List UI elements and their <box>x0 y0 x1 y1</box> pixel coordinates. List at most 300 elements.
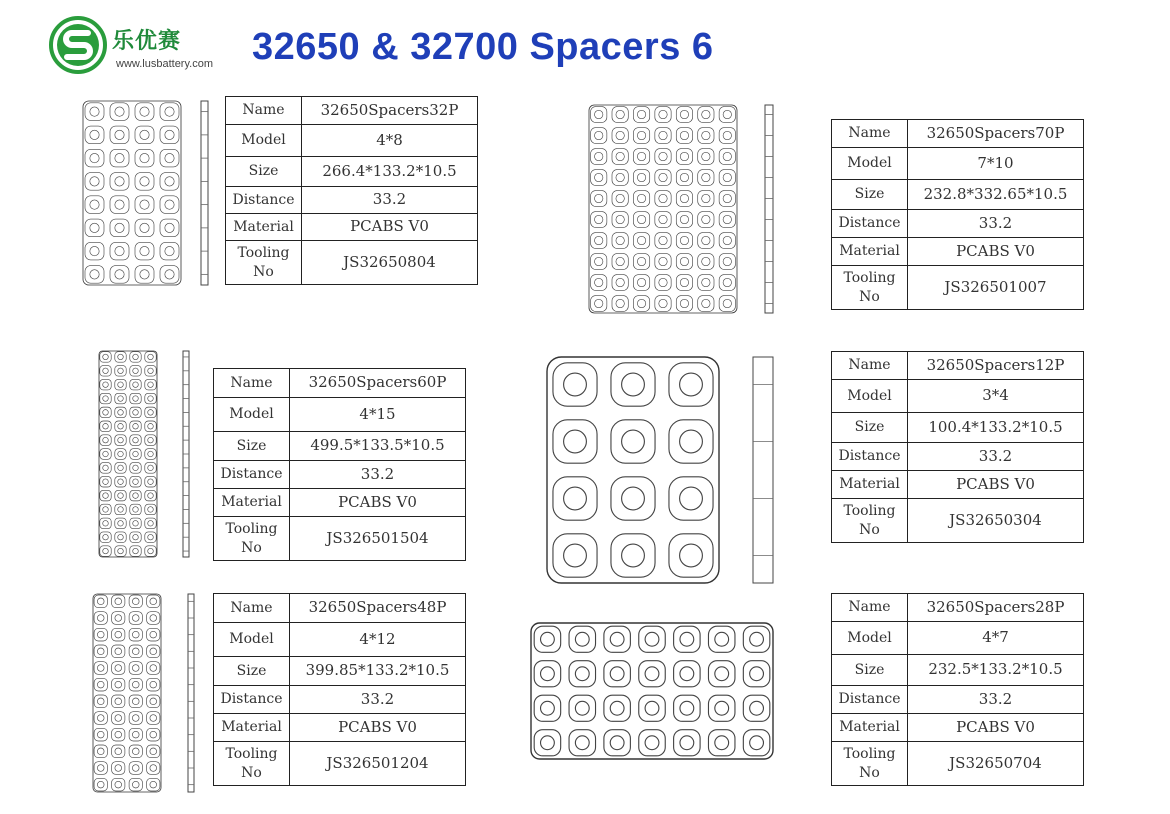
cell-frame <box>129 645 142 658</box>
cell-frame <box>698 275 714 291</box>
cell-frame <box>655 128 671 144</box>
label-material: Material <box>226 214 302 241</box>
cell-hole <box>115 200 124 209</box>
cell-hole <box>680 152 688 160</box>
cell-frame <box>676 212 692 228</box>
cell-hole <box>90 107 99 116</box>
label-tooling-line2: No <box>859 764 880 781</box>
cell-hole <box>645 632 659 646</box>
label-size: Size <box>226 157 302 187</box>
cell-frame <box>115 379 126 390</box>
cell-hole <box>140 107 149 116</box>
cell-hole <box>103 423 109 429</box>
cell-hole <box>115 270 124 279</box>
cell-hole <box>103 521 109 527</box>
cell-hole <box>680 278 688 286</box>
cell-frame <box>719 191 735 207</box>
cell-frame <box>112 728 125 741</box>
cell-frame <box>612 149 628 165</box>
cell-frame <box>129 745 142 758</box>
spacer-drawing <box>588 104 738 314</box>
label-size: Size <box>832 180 908 210</box>
cell-frame <box>604 626 630 652</box>
cell-hole <box>680 131 688 139</box>
cell-frame <box>676 296 692 312</box>
cell-hole <box>118 382 124 388</box>
cell-hole <box>723 215 731 223</box>
cell-hole <box>148 521 154 527</box>
cell-hole <box>616 152 624 160</box>
cell-hole <box>148 396 154 402</box>
cell-frame <box>94 662 107 675</box>
cell-frame <box>160 242 179 260</box>
side-outline <box>753 357 773 583</box>
cell-frame <box>591 170 607 186</box>
value-material: PCABS V0 <box>302 214 478 241</box>
cell-hole <box>115 615 122 622</box>
label-model: Model <box>214 623 290 657</box>
label-tooling <box>214 742 290 786</box>
cell-hole <box>680 257 688 265</box>
cell-frame <box>100 532 111 543</box>
cell-hole <box>103 548 109 554</box>
cell-hole <box>150 698 157 705</box>
cell-frame <box>130 490 141 501</box>
cell-hole <box>595 131 603 139</box>
cell-frame <box>100 504 111 515</box>
label-tooling-line1: Tooling <box>225 746 278 763</box>
cell-hole <box>165 177 174 186</box>
cell-hole <box>616 110 624 118</box>
cell-hole <box>680 632 694 646</box>
label-tooling <box>226 241 302 285</box>
cell-hole <box>97 598 104 605</box>
cell-hole <box>680 215 688 223</box>
cell-frame <box>611 477 655 520</box>
cell-hole <box>133 437 139 443</box>
spacer-side-view <box>764 104 774 314</box>
cell-hole <box>637 215 645 223</box>
cell-frame <box>100 379 111 390</box>
value-size: 266.4*133.2*10.5 <box>302 157 478 187</box>
cell-frame <box>115 449 126 460</box>
cell-hole <box>702 278 710 286</box>
cell-frame <box>147 778 160 791</box>
value-material: PCABS V0 <box>908 471 1084 499</box>
cell-hole <box>595 257 603 265</box>
label-distance: Distance <box>832 210 908 238</box>
cell-frame <box>534 730 560 756</box>
cell-hole <box>140 246 149 255</box>
cell-hole <box>723 236 731 244</box>
cell-frame <box>698 212 714 228</box>
cell-hole <box>140 223 149 232</box>
cell-hole <box>165 270 174 279</box>
cell-hole <box>150 665 157 672</box>
cell-hole <box>133 382 139 388</box>
cell-frame <box>110 126 129 144</box>
cell-frame <box>674 661 700 687</box>
cell-frame <box>612 128 628 144</box>
value-tooling: JS326501007 <box>908 266 1084 310</box>
cell-hole <box>133 534 139 540</box>
value-tooling: JS32650304 <box>908 499 1084 543</box>
spacer-drawing <box>98 350 158 558</box>
cell-frame <box>553 363 597 406</box>
value-name: 32650Spacers32P <box>302 97 478 125</box>
cell-hole <box>132 731 139 738</box>
cell-frame <box>94 595 107 608</box>
cell-frame <box>698 191 714 207</box>
value-size: 232.5*133.2*10.5 <box>908 655 1084 686</box>
cell-frame <box>604 730 630 756</box>
cell-hole <box>103 465 109 471</box>
label-tooling-line1: Tooling <box>237 245 290 262</box>
label-model: Model <box>832 622 908 655</box>
cell-frame <box>130 546 141 557</box>
cell-hole <box>150 648 157 655</box>
cell-frame <box>145 352 156 363</box>
cell-hole <box>622 430 645 453</box>
cell-frame <box>633 149 649 165</box>
cell-frame <box>145 463 156 474</box>
cell-frame <box>698 107 714 123</box>
cell-hole <box>97 781 104 788</box>
cell-frame <box>569 661 595 687</box>
spec-table-12p <box>831 351 1084 543</box>
cell-frame <box>115 435 126 446</box>
cell-hole <box>723 257 731 265</box>
value-name: 32650Spacers28P <box>908 594 1084 622</box>
cell-frame <box>112 595 125 608</box>
cell-hole <box>97 715 104 722</box>
cell-frame <box>719 254 735 270</box>
cell-frame <box>85 126 104 144</box>
cell-hole <box>133 410 139 416</box>
value-size: 100.4*133.2*10.5 <box>908 413 1084 443</box>
cell-frame <box>639 695 665 721</box>
cell-frame <box>719 275 735 291</box>
cell-hole <box>659 194 667 202</box>
cell-frame <box>100 449 111 460</box>
cell-hole <box>659 173 667 181</box>
cell-hole <box>645 736 659 750</box>
cell-hole <box>659 278 667 286</box>
cell-hole <box>680 701 694 715</box>
cell-frame <box>655 275 671 291</box>
cell-hole <box>616 194 624 202</box>
cell-frame <box>100 476 111 487</box>
spec-table-60p <box>213 368 466 561</box>
label-material: Material <box>832 471 908 499</box>
value-tooling: JS326501204 <box>290 742 466 786</box>
cell-frame <box>145 504 156 515</box>
cell-frame <box>553 420 597 463</box>
cell-frame <box>112 662 125 675</box>
cell-frame <box>100 393 111 404</box>
value-model: 4*8 <box>302 125 478 157</box>
cell-frame <box>94 612 107 625</box>
cell-hole <box>103 451 109 457</box>
cell-frame <box>115 407 126 418</box>
cell-frame <box>669 477 713 520</box>
cell-frame <box>160 196 179 214</box>
cell-hole <box>133 368 139 374</box>
cell-frame <box>145 518 156 529</box>
cell-frame <box>633 254 649 270</box>
value-model: 7*10 <box>908 148 1084 180</box>
cell-hole <box>165 130 174 139</box>
cell-frame <box>633 107 649 123</box>
cell-hole <box>564 430 587 453</box>
cell-frame <box>115 393 126 404</box>
label-model: Model <box>226 125 302 157</box>
cell-frame <box>85 242 104 260</box>
cell-frame <box>655 170 671 186</box>
cell-hole <box>150 731 157 738</box>
cell-frame <box>130 352 141 363</box>
cell-frame <box>85 219 104 237</box>
cell-frame <box>698 128 714 144</box>
cell-hole <box>132 615 139 622</box>
cell-hole <box>148 437 154 443</box>
cell-hole <box>750 736 764 750</box>
cell-frame <box>708 626 734 652</box>
cell-hole <box>132 698 139 705</box>
cell-frame <box>85 173 104 191</box>
cell-frame <box>612 170 628 186</box>
cell-frame <box>129 595 142 608</box>
value-model: 3*4 <box>908 380 1084 413</box>
cell-frame <box>129 728 142 741</box>
cell-hole <box>150 598 157 605</box>
cell-frame <box>130 435 141 446</box>
cell-frame <box>591 296 607 312</box>
label-tooling-line2: No <box>241 539 262 556</box>
cell-hole <box>132 715 139 722</box>
cell-hole <box>133 507 139 513</box>
cell-frame <box>604 661 630 687</box>
cell-frame <box>100 421 111 432</box>
value-distance: 33.2 <box>290 461 466 489</box>
brand-name: 乐优赛 <box>112 29 182 54</box>
value-name: 32650Spacers12P <box>908 352 1084 380</box>
spacer-side-view <box>200 100 209 286</box>
cell-hole <box>132 765 139 772</box>
cell-hole <box>622 487 645 510</box>
cell-hole <box>133 493 139 499</box>
cell-frame <box>611 534 655 577</box>
cell-hole <box>103 437 109 443</box>
cell-frame <box>708 695 734 721</box>
cell-hole <box>165 107 174 116</box>
cell-frame <box>115 490 126 501</box>
cell-hole <box>702 173 710 181</box>
label-distance: Distance <box>226 187 302 214</box>
label-model: Model <box>832 380 908 413</box>
cell-hole <box>103 493 109 499</box>
cell-frame <box>110 173 129 191</box>
label-material: Material <box>832 714 908 742</box>
cell-frame <box>743 661 769 687</box>
cell-hole <box>148 534 154 540</box>
cell-frame <box>633 128 649 144</box>
cell-frame <box>115 518 126 529</box>
label-tooling <box>832 266 908 310</box>
company-logo <box>48 16 108 74</box>
cell-frame <box>112 612 125 625</box>
cell-frame <box>130 476 141 487</box>
label-tooling <box>832 742 908 786</box>
cell-hole <box>595 215 603 223</box>
cell-hole <box>541 667 555 681</box>
cell-hole <box>103 382 109 388</box>
cell-frame <box>633 233 649 249</box>
cell-frame <box>698 254 714 270</box>
cell-hole <box>616 173 624 181</box>
value-tooling: JS326501504 <box>290 517 466 561</box>
cell-frame <box>112 695 125 708</box>
cell-hole <box>702 299 710 307</box>
value-distance: 33.2 <box>290 686 466 714</box>
cell-hole <box>133 451 139 457</box>
cell-frame <box>100 490 111 501</box>
cell-frame <box>612 233 628 249</box>
cell-frame <box>147 595 160 608</box>
cell-frame <box>719 170 735 186</box>
cell-hole <box>680 373 703 396</box>
cell-frame <box>135 103 154 121</box>
cell-frame <box>604 695 630 721</box>
spec-table-48p <box>213 593 466 786</box>
spacer-outline <box>93 594 161 792</box>
cell-hole <box>90 153 99 162</box>
cell-frame <box>130 421 141 432</box>
cell-hole <box>616 278 624 286</box>
cell-frame <box>112 645 125 658</box>
label-tooling-line2: No <box>241 764 262 781</box>
cell-frame <box>147 645 160 658</box>
cell-hole <box>616 236 624 244</box>
cell-hole <box>150 681 157 688</box>
cell-hole <box>680 236 688 244</box>
cell-hole <box>165 200 174 209</box>
cell-frame <box>100 546 111 557</box>
cell-frame <box>655 212 671 228</box>
cell-hole <box>115 715 122 722</box>
cell-hole <box>133 396 139 402</box>
cell-frame <box>708 730 734 756</box>
cell-frame <box>147 612 160 625</box>
cell-frame <box>115 352 126 363</box>
cell-frame <box>110 149 129 167</box>
cell-hole <box>97 681 104 688</box>
cell-hole <box>659 299 667 307</box>
cell-hole <box>637 110 645 118</box>
cell-hole <box>132 631 139 638</box>
cell-frame <box>145 532 156 543</box>
cell-hole <box>165 223 174 232</box>
cell-frame <box>633 170 649 186</box>
cell-hole <box>97 731 104 738</box>
cell-hole <box>115 681 122 688</box>
cell-hole <box>575 736 589 750</box>
value-name: 32650Spacers60P <box>290 369 466 398</box>
cell-hole <box>115 665 122 672</box>
cell-frame <box>115 546 126 557</box>
cell-frame <box>698 233 714 249</box>
value-size: 499.5*133.5*10.5 <box>290 432 466 461</box>
cell-hole <box>140 177 149 186</box>
cell-frame <box>591 149 607 165</box>
cell-hole <box>595 278 603 286</box>
cell-hole <box>103 354 109 360</box>
cell-frame <box>611 363 655 406</box>
cell-frame <box>100 366 111 377</box>
cell-hole <box>610 632 624 646</box>
cell-hole <box>150 748 157 755</box>
cell-hole <box>140 130 149 139</box>
cell-frame <box>112 778 125 791</box>
cell-frame <box>633 191 649 207</box>
cell-frame <box>85 266 104 284</box>
cell-hole <box>702 215 710 223</box>
cell-hole <box>165 153 174 162</box>
cell-hole <box>680 544 703 567</box>
cell-frame <box>145 490 156 501</box>
spacer-drawing <box>530 622 774 760</box>
cell-frame <box>719 149 735 165</box>
cell-frame <box>112 678 125 691</box>
cell-frame <box>145 393 156 404</box>
cell-frame <box>130 393 141 404</box>
cell-hole <box>118 410 124 416</box>
cell-frame <box>135 242 154 260</box>
cell-frame <box>569 730 595 756</box>
cell-frame <box>612 275 628 291</box>
cell-frame <box>100 352 111 363</box>
cell-hole <box>637 194 645 202</box>
cell-hole <box>659 215 667 223</box>
cell-hole <box>103 410 109 416</box>
label-distance: Distance <box>214 461 290 489</box>
cell-hole <box>150 631 157 638</box>
cell-hole <box>645 701 659 715</box>
cell-frame <box>633 212 649 228</box>
cell-hole <box>97 615 104 622</box>
cell-frame <box>569 695 595 721</box>
cell-frame <box>147 728 160 741</box>
label-tooling-line2: No <box>859 521 880 538</box>
cell-hole <box>148 382 154 388</box>
cell-frame <box>110 103 129 121</box>
cell-frame <box>145 379 156 390</box>
spacer-drawing <box>92 593 162 793</box>
cell-hole <box>115 765 122 772</box>
cell-frame <box>674 730 700 756</box>
cell-hole <box>115 731 122 738</box>
cell-hole <box>723 194 731 202</box>
cell-hole <box>148 548 154 554</box>
cell-hole <box>659 152 667 160</box>
cell-hole <box>115 223 124 232</box>
cell-frame <box>85 149 104 167</box>
cell-hole <box>115 648 122 655</box>
spacer-side-view <box>752 356 774 584</box>
cell-hole <box>115 246 124 255</box>
cell-hole <box>103 534 109 540</box>
cell-hole <box>118 368 124 374</box>
